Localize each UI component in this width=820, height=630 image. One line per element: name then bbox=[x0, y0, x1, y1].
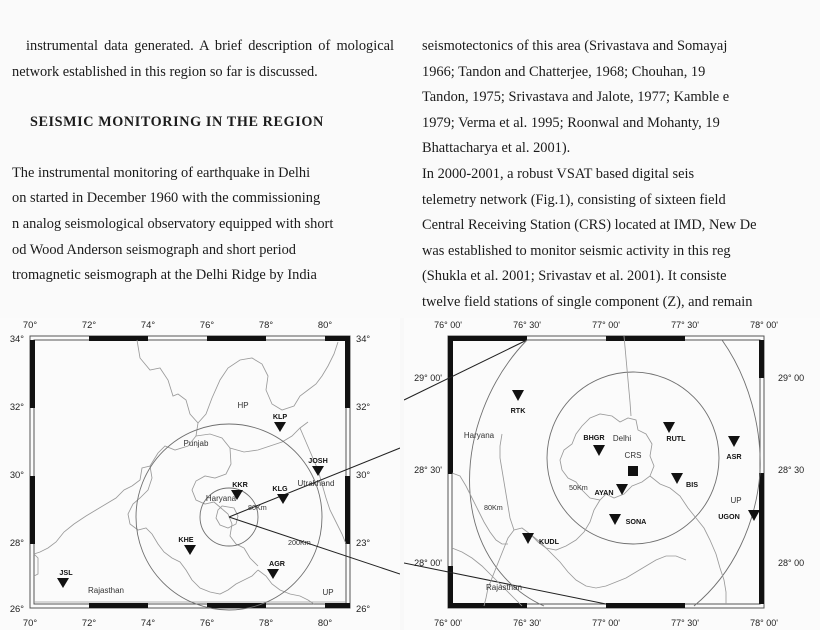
map-right-bottom-axis bbox=[434, 618, 778, 628]
right-p1-line-1: seismotectonics of this area (Srivastava and Somayaj bbox=[422, 38, 728, 54]
region-label-rajasthan: Rajasthan bbox=[87, 586, 125, 595]
right-p2-line-4: was established to monitor seismic activity in this reg bbox=[422, 242, 731, 259]
crs-label: CRS bbox=[624, 451, 642, 460]
range-ring-label-80km: 80Km bbox=[248, 503, 267, 512]
station-label-rtk: RTK bbox=[510, 406, 526, 415]
ytick-left-0: 34° bbox=[9, 333, 24, 344]
station-marker-sona[interactable] bbox=[609, 514, 646, 526]
r-xtick-top-4: 78° 00' bbox=[750, 320, 778, 330]
text-column-left bbox=[12, 34, 394, 289]
left-p2-line-2: on started in December 1960 with the commissioning bbox=[12, 190, 321, 207]
r-region-label-delhi: Delhi bbox=[612, 434, 632, 443]
map-left-tick-marks bbox=[30, 336, 350, 608]
station-label-kudl: KUDL bbox=[539, 537, 559, 546]
map-right-y-axis-left bbox=[414, 373, 442, 568]
right-p2-line-1: In 2000-2001, a robust VSAT based digital seis bbox=[422, 165, 695, 182]
section-heading: SEISMIC MONITORING IN THE REGION bbox=[30, 114, 324, 131]
ytick-left-3: 28° bbox=[9, 537, 24, 548]
xtick-top-4: 78° bbox=[258, 319, 274, 330]
paragraph-spacer bbox=[12, 85, 394, 110]
right-p1-line-2: 1966; Tandon and Chatterjee, 1968; Chouhan, 19 bbox=[422, 63, 706, 80]
station-marker-ayan[interactable] bbox=[594, 484, 628, 497]
map-right-y-axis-right bbox=[778, 373, 804, 568]
r-region-label-up: UP bbox=[730, 496, 742, 505]
station-label-khe: KHE bbox=[178, 535, 194, 544]
xtick-bot-4: 78° bbox=[258, 617, 274, 628]
range-ring-80km-arc-lower bbox=[694, 473, 760, 606]
station-marker-rtk[interactable] bbox=[511, 390, 527, 415]
station-label-klp: KLP bbox=[272, 412, 288, 421]
left-p2-line-3: n analog seismological observatory equipped with short bbox=[12, 215, 334, 232]
ytick-left-2: 30° bbox=[9, 469, 24, 480]
r-xtick-bot-2: 77° 00' bbox=[592, 618, 620, 628]
xtick-top-0: 70° bbox=[22, 319, 38, 330]
right-p2-line-5: (Shukla et al. 2001; Srivastav et al. 2001). It consiste bbox=[422, 268, 727, 285]
map-left-y-axis-right bbox=[356, 333, 370, 614]
station-label-sona: SONA bbox=[625, 517, 647, 526]
map-right-svg bbox=[404, 318, 820, 630]
right-p1-line-4: 1979; Verma et al. 1995; Roonwal and Mohanty, 19 bbox=[422, 114, 720, 131]
station-marker-bhgr[interactable] bbox=[583, 433, 605, 456]
station-marker-kudl[interactable] bbox=[522, 533, 560, 546]
region-label-punjab: Punjab bbox=[183, 439, 209, 448]
region-label-haryana: Haryana bbox=[205, 494, 237, 503]
station-label-jsl: JSL bbox=[59, 568, 73, 577]
map-left-container bbox=[0, 318, 400, 630]
station-label-kkr: KKR bbox=[232, 480, 248, 489]
ytick-right-3: 23° bbox=[356, 537, 371, 548]
ytick-left-1: 32° bbox=[9, 401, 24, 412]
map-right-top-axis bbox=[434, 320, 778, 330]
r-xtick-bot-0: 76° 00' bbox=[434, 618, 462, 628]
crs-square-icon bbox=[628, 466, 638, 476]
left-paragraph-1: instrumental data generated. A brief description of mological network established in this region so far is discussed. bbox=[12, 38, 394, 80]
left-p2-line-5: tromagnetic seismograph at the Delhi Ridge by India bbox=[12, 267, 317, 284]
xtick-top-2: 74° bbox=[140, 319, 156, 330]
left-p2-line-4: od Wood Anderson seismograph and short period bbox=[12, 241, 296, 258]
figure-area bbox=[0, 318, 820, 630]
station-marker-agr[interactable] bbox=[267, 559, 286, 579]
range-ring-label-80km-right: 80Km bbox=[484, 503, 503, 512]
map-left-top-axis bbox=[23, 319, 332, 330]
station-marker-klp[interactable] bbox=[273, 412, 288, 432]
map-left-y-axis-left bbox=[10, 333, 24, 614]
text-column-right bbox=[422, 34, 820, 316]
station-label-asr: ASR bbox=[726, 452, 742, 461]
xtick-top-5: 80° bbox=[317, 319, 333, 330]
xtick-bot-1: 72° bbox=[81, 617, 97, 628]
station-label-klg: KLG bbox=[272, 484, 288, 493]
range-ring-80km-arc bbox=[470, 340, 544, 606]
station-label-josh: JOSH bbox=[308, 456, 328, 465]
xtick-bot-2: 74° bbox=[140, 617, 156, 628]
right-p2-line-2: telemetry network (Fig.1), consisting of sixteen field bbox=[422, 191, 726, 208]
xtick-bot-3: 76° bbox=[199, 617, 215, 628]
station-marker-ugon[interactable] bbox=[718, 510, 760, 521]
xtick-top-3: 76° bbox=[199, 319, 215, 330]
r-ytick-right-0: 29° 00 bbox=[778, 373, 805, 383]
map-left-bottom-axis bbox=[23, 617, 332, 628]
station-label-ayan: AYAN bbox=[594, 488, 614, 497]
station-label-bhgr: BHGR bbox=[583, 433, 605, 442]
left-p2-line-1: The instrumental monitoring of earthquake in Delhi bbox=[12, 164, 311, 181]
station-marker-bis[interactable] bbox=[671, 473, 698, 489]
ytick-left-4: 26° bbox=[9, 603, 24, 614]
r-xtick-top-3: 77° 30' bbox=[671, 320, 699, 330]
r-region-label-rajasthan: Rajasthan bbox=[485, 583, 523, 592]
ytick-right-1: 32° bbox=[356, 401, 371, 412]
r-ytick-left-1: 28° 30' bbox=[414, 465, 442, 475]
r-ytick-left-2: 28° 00' bbox=[414, 558, 442, 568]
r-xtick-bot-3: 77° 30' bbox=[671, 618, 699, 628]
heading-spacer bbox=[12, 136, 394, 161]
station-marker-khe[interactable] bbox=[178, 535, 196, 555]
station-marker-jsl[interactable] bbox=[57, 568, 73, 588]
r-xtick-top-2: 77° 00' bbox=[592, 320, 620, 330]
station-label-agr: AGR bbox=[269, 559, 285, 568]
map-right-frame-inner bbox=[452, 340, 760, 604]
map-left-frame-inner bbox=[34, 340, 346, 604]
map-left-frame-outer bbox=[30, 336, 350, 608]
right-p2-line-3: Central Receiving Station (CRS) located at IMD, New De bbox=[422, 217, 757, 234]
station-label-bis: BIS bbox=[686, 480, 698, 489]
map-right-boundaries bbox=[452, 336, 726, 606]
r-xtick-bot-1: 76° 30' bbox=[513, 618, 541, 628]
region-label-utrakhand: Utrakhand bbox=[297, 479, 335, 488]
xtick-top-1: 72° bbox=[81, 319, 97, 330]
range-ring-label-200km: 200Km bbox=[288, 538, 311, 547]
station-marker-asr[interactable] bbox=[726, 436, 742, 461]
ytick-right-2: 30° bbox=[356, 469, 371, 480]
station-label-ugon: UGON bbox=[718, 512, 740, 521]
ytick-right-4: 26° bbox=[356, 603, 371, 614]
right-p1-line-3: Tandon, 1975; Srivastava and Jalote, 1977; Kamble e bbox=[422, 89, 730, 106]
right-p1-line-5: Bhattacharya et al. 2001). bbox=[422, 140, 571, 157]
range-ring-label-50km: 50Km bbox=[569, 483, 588, 492]
xtick-bot-0: 70° bbox=[22, 617, 38, 628]
map-left-svg bbox=[0, 318, 400, 630]
ytick-right-0: 34° bbox=[356, 333, 371, 344]
r-xtick-bot-4: 78° 00' bbox=[750, 618, 778, 628]
map-left-state-boundaries bbox=[34, 340, 346, 604]
r-ytick-right-1: 28° 30 bbox=[778, 465, 805, 475]
crs-marker[interactable] bbox=[625, 451, 642, 476]
station-marker-rutl[interactable] bbox=[663, 422, 686, 443]
r-region-label-haryana: Haryana bbox=[463, 431, 495, 440]
map-right-container bbox=[404, 318, 820, 630]
station-marker-klg[interactable] bbox=[272, 484, 289, 504]
r-ytick-right-2: 28° 00 bbox=[778, 558, 805, 568]
region-label-up: UP bbox=[322, 588, 334, 597]
region-label-hp: HP bbox=[237, 401, 249, 410]
r-ytick-left-0: 29° 00' bbox=[414, 373, 442, 383]
right-p2-line-6: twelve field stations of single component (Z), and remain bbox=[422, 293, 753, 310]
station-label-rutl: RUTL bbox=[666, 434, 686, 443]
r-xtick-top-0: 76° 00' bbox=[434, 320, 462, 330]
r-xtick-top-1: 76° 30' bbox=[513, 320, 541, 330]
xtick-bot-5: 80° bbox=[317, 617, 333, 628]
